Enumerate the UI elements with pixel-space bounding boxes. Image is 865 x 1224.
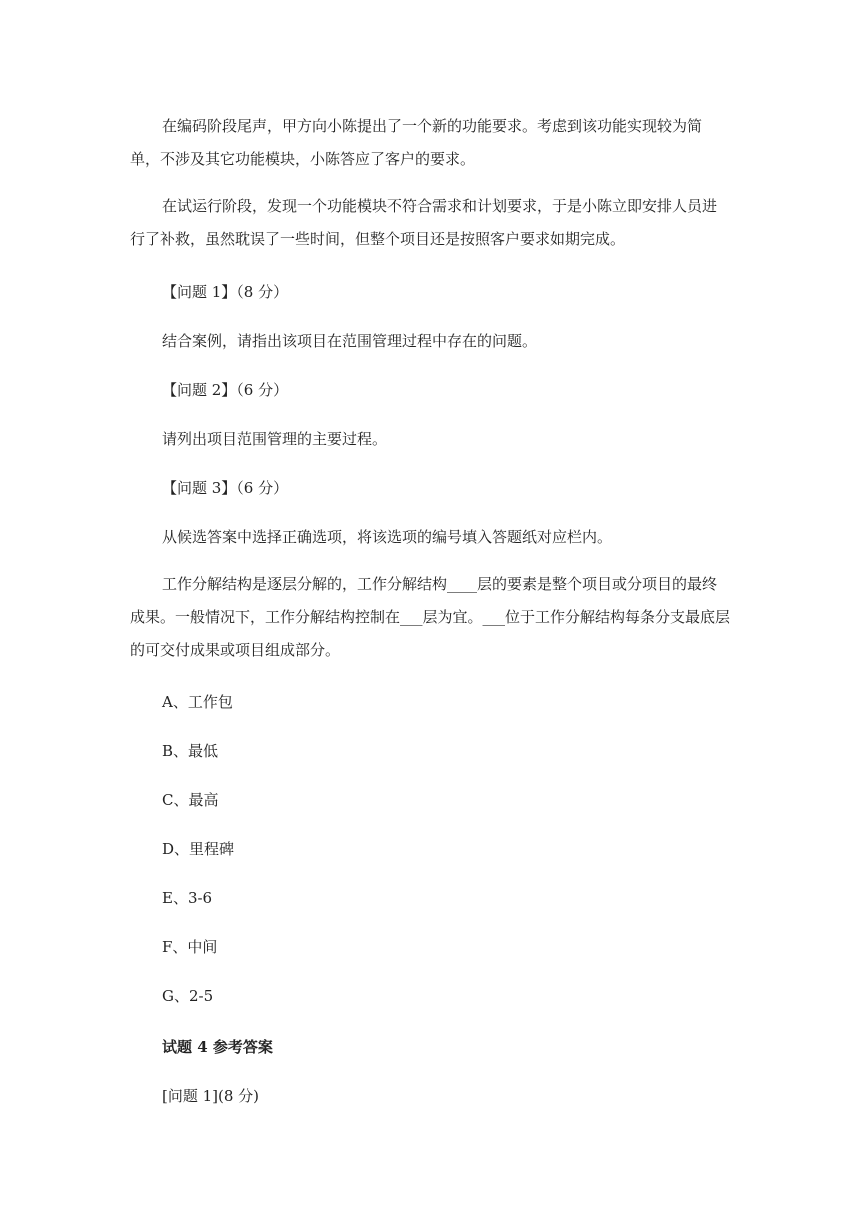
option-b: B、最低 [162,742,219,760]
question-2-text: 请列出项目范围管理的主要过程。 [162,430,388,448]
question-3-body: 工作分解结构是逐层分解的，工作分解结构____层的要素是整个项目或分项目的最终成果。一般情况下，工作分解结构控制在___层为宜。___位于工作分解结构每条分支最底层的可交付成果或项目组成部分。 [130,575,731,659]
paragraph-coding-phase: 在编码阶段尾声，甲方向小陈提出了一个新的功能要求。考虑到该功能实现较为简单，不涉及其它功能模块，小陈答应了客户的要求。 [130,117,703,168]
question-2-header: 【问题 2】（6 分） [162,381,289,399]
question-1-header: 【问题 1】（8 分） [162,283,289,301]
paragraph-trial-phase: 在试运行阶段，发现一个功能模块不符合需求和计划要求，于是小陈立即安排人员进行了补救，虽然耽误了一些时间，但整个项目还是按照客户要求如期完成。 [130,197,718,248]
option-c: C、最高 [162,791,219,809]
answer-section-title: 试题 4 参考答案 [162,1038,273,1056]
question-3-text: 从候选答案中选择正确选项，将该选项的编号填入答题纸对应栏内。 [162,528,613,546]
option-d: D、里程碑 [162,840,235,858]
option-e: E、3-6 [162,889,213,907]
option-f: F、中间 [162,938,218,956]
option-g: G、2-5 [162,987,214,1005]
question-3-header: 【问题 3】（6 分） [162,479,289,497]
question-1-text: 结合案例，请指出该项目在范围管理过程中存在的问题。 [162,332,538,350]
option-a: A、工作包 [162,693,233,711]
answer-question-1-label: [问题 1](8 分) [162,1087,260,1105]
